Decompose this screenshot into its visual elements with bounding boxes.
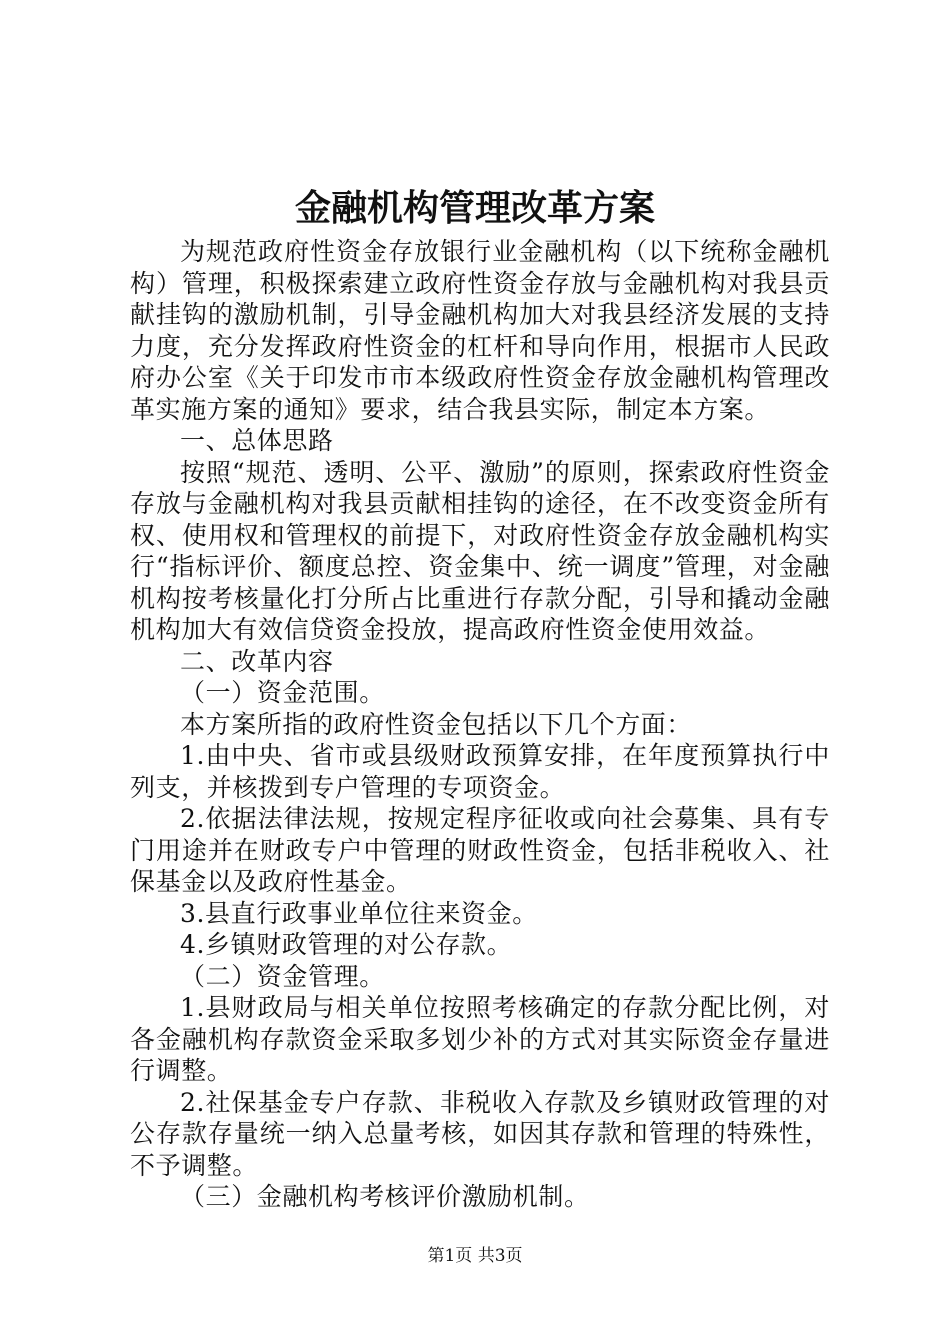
list-item-fund-management-2: 2.社保基金专户存款、非税收入存款及乡镇财政管理的对公存款存量统一纳入总量考核，如因其存款和管理的特殊性，不予调整。 [130,1087,830,1180]
list-item-fund-scope-2: 2.依据法律法规，按规定程序征收或向社会募集、具有专门用途并在财政专户中管理的财政性资金，包括非税收入、社保基金以及政府性基金。 [130,804,830,896]
section-heading-reform-content: 二、改革内容 [180,646,334,676]
section-heading-overall-approach: 一、总体思路 [180,426,334,455]
subheading-incentive-mechanism: （三）金融机构考核评价激励机制。 [180,1182,590,1211]
subheading-fund-scope: （一）资金范围。 [180,678,385,707]
list-item-fund-scope-3: 3.县直行政事业单位往来资金。 [180,898,538,928]
list-item-fund-management-1: 1.县财政局与相关单位按照考核确定的存款分配比例，对各金融机构存款资金采取多划少补的方式对其实际资金存量进行调整。 [130,993,830,1085]
document-body [130,236,830,1213]
page-footer: 第1页 共3页 [427,1246,523,1266]
document-title: 金融机构管理改革方案 [294,187,655,229]
paragraph-overall-approach: 按照“规范、透明、公平、激励”的原则，探索政府性资金存放与金融机构对我县贡献相挂钩的途径，在不改变资金所有权、使用权和管理权的前提下，对政府性资金存放金融机构实行“指标评价、额度总控、资金集中、统一调度”管理，对金融机构按考核量化打分所占比重进行存款分配，引导和撬动金融机构加大有效信贷资金投放，提高政府性资金使用效益。 [130,457,830,644]
list-item-fund-scope-1: 1.由中央、省市或县级财政预算安排，在年度预算执行中列支，并核拨到专户管理的专项资金。 [130,741,830,802]
subheading-fund-management: （二）资金管理。 [180,961,385,991]
list-item-fund-scope-4: 4.乡镇财政管理的对公存款。 [180,930,513,959]
paragraph-fund-scope-intro: 本方案所指的政府性资金包括以下几个方面： [180,709,693,739]
paragraph-intro: 为规范政府性资金存放银行业金融机构（以下统称金融机构）管理，积极探索建立政府性资金存放与金融机构对我县贡献挂钩的激励机制，引导金融机构加大对我县经济发展的支持力度，充分发挥政府性资金的杠杆和导向作用，根据市人民政府办公室《关于印发市市本级政府性资金存放金融机构管理改革实施方案的通知》要求，结合我县实际，制定本方案。 [130,237,830,424]
